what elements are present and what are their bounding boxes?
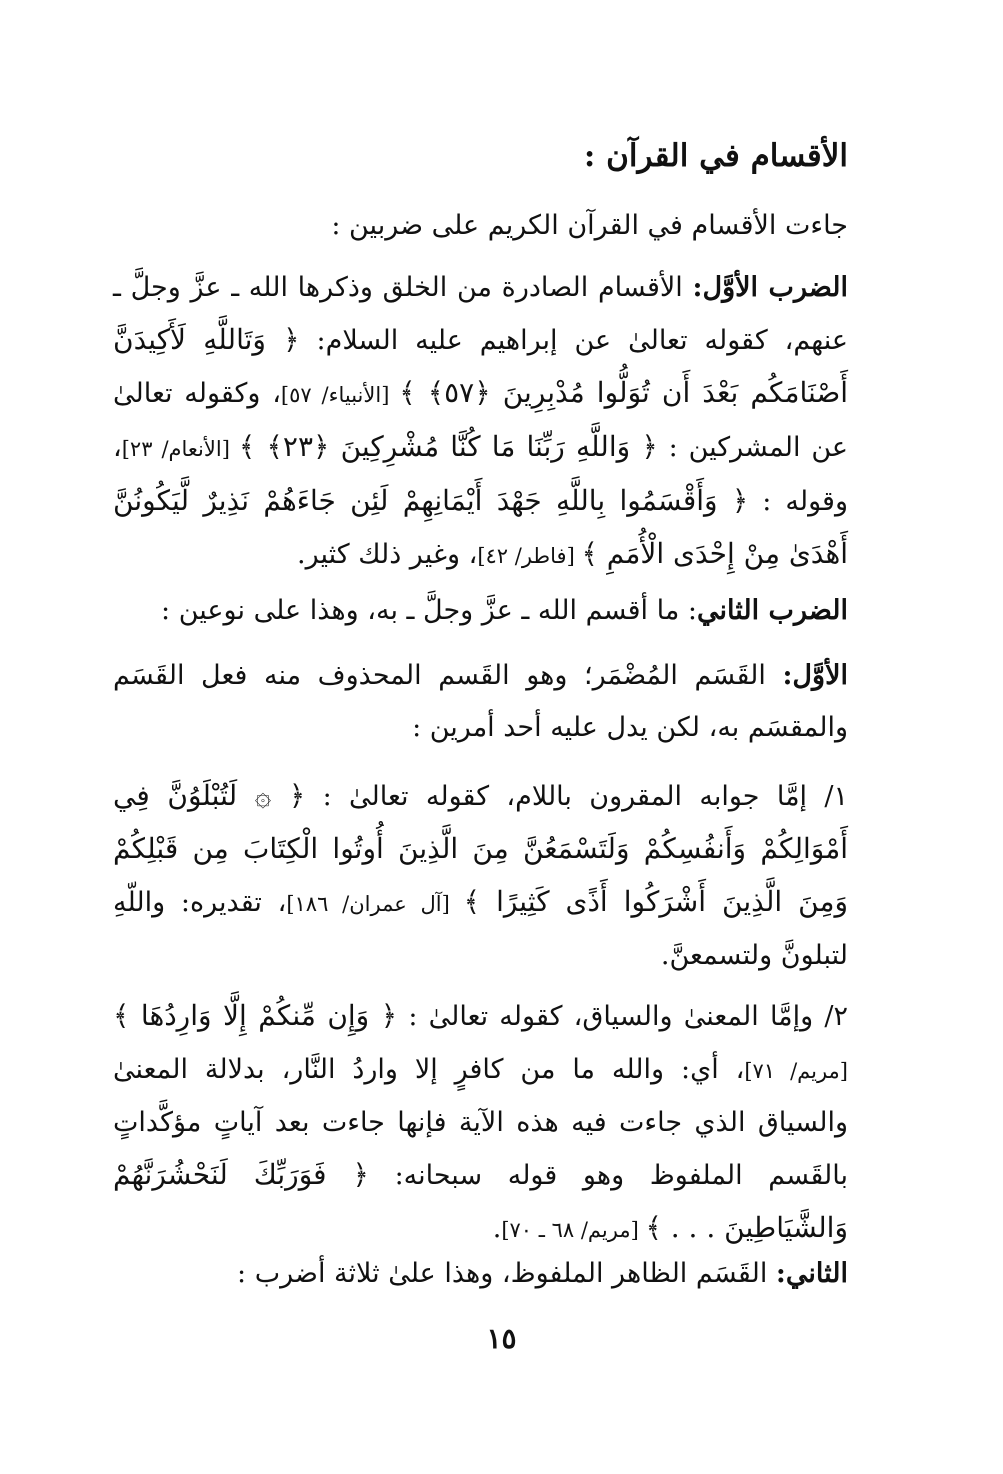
paragraph-text: ، وقوله :: [113, 432, 849, 517]
quran-verse: ﴿ فَوَرَبِّكَ لَنَحْشُرَنَّهُمْ وَالشَّيَاطِينَ . . . ﴾: [113, 1158, 848, 1244]
quran-verse: ﴿ ۞ لَتُبْلَوُنَّ فِي أَمْوَالِكُمْ وَأَنفُسِكُمْ وَلَتَسْمَعُنَّ مِنَ الَّذِينَ أُوتُوا الْكِتَابَ مِن قَبْلِكُمْ وَمِنَ الَّذِينَ أَشْرَكُوا أَذًى كَثِيرًا ﴾: [113, 779, 848, 918]
paragraph-text: ، تقديره: واللّهِ لتبلونَّ ولتسمعنَّ.: [113, 887, 848, 971]
paragraph-text: ، أي: والله ما من كافرٍ إلا واردُ النَّار، بدلالة المعنىٰ والسياق الذي جاءت فيه هذه الآية فإنها جاءت بعد آياتٍ مؤكَّداتٍ بالقَسم الملفوظ وهو قوله سبحانه:: [113, 1054, 848, 1191]
verse-reference: [الأنعام/ ٢٣]: [121, 437, 239, 461]
explicit-oath-label: الثاني:: [775, 1258, 848, 1289]
paragraph-text: ١/ إمَّا جوابه المقرون باللام، كقوله تعالىٰ :: [305, 781, 848, 812]
verse-reference: [فاطر/ ٤٢]: [477, 544, 582, 568]
verse-reference: [مريم/ ٦٨ ـ ٧٠]: [501, 1218, 646, 1242]
section-heading: الأقسام في القرآن :: [583, 138, 848, 174]
paragraph-first-type: [113, 262, 848, 582]
quran-verse: ﴿ وَأَقْسَمُوا بِاللَّهِ جَهْدَ أَيْمَانِهِمْ لَئِن جَاءَهُمْ نَذِيرٌ لَّيَكُونُنَّ أَهْدَىٰ مِنْ إِحْدَى الْأُمَمِ ﴾: [113, 484, 848, 570]
paragraph-item-2: [113, 990, 848, 1256]
paragraph-item-1: [113, 770, 848, 982]
quran-verse: ﴿ وَاللَّهِ رَبِّنَا مَا كُنَّا مُشْرِكِينَ ﴿٢٣﴾ ﴾: [238, 430, 658, 463]
intro-line: جاءت الأقسام في القرآن الكريم على ضربين :: [331, 210, 848, 241]
quran-verse: ﴿ وَتَاللَّهِ لَأَكِيدَنَّ أَصْنَامَكُم بَعْدَ أَن تُوَلُّوا مُدْبِرِينَ ﴿٥٧﴾ ﴾: [113, 323, 849, 409]
verse-reference: [مريم/ ٧١]: [744, 1059, 848, 1083]
paragraph-text: ٢/ وإمَّا المعنىٰ والسياق، كقوله تعالىٰ :: [397, 1001, 848, 1032]
implied-oath-label: الأوَّل:: [782, 660, 848, 691]
first-type-label: الضرب الأوَّل:: [692, 272, 848, 303]
page-number: ١٥: [486, 1322, 517, 1355]
paragraph-text: .: [492, 1213, 502, 1244]
second-type-label: الضرب الثاني: [697, 595, 848, 626]
paragraph-text: القَسَم المُضْمَر؛ وهو القَسم المحذوف منه فعل القَسَم والمقسَم به، لكن يدل عليه أحد أمرين :: [113, 660, 848, 743]
paragraph-implied-oath: [113, 650, 848, 754]
paragraph-second-type: [113, 585, 848, 637]
paragraph-explicit-oath: [237, 1248, 848, 1300]
paragraph-text: القَسَم الظاهر الملفوظ، وهذا علىٰ ثلاثة أضرب :: [237, 1258, 776, 1289]
paragraph-text: الأقسام الصادرة من الخلق وذكرها الله ـ عزَّ وجلَّ ـ عنهم، كقوله تعالىٰ عن إبراهيم عليه السلام:: [113, 272, 849, 356]
paragraph-text: ، وكقوله تعالىٰ عن المشركين :: [113, 378, 849, 463]
verse-reference: [آل عمران/ ١٨٦]: [286, 892, 464, 916]
paragraph-text: : ما أقسم الله ـ عزَّ وجلَّ ـ به، وهذا على نوعين :: [161, 595, 698, 626]
paragraph-text: ، وغير ذلك كثير.: [297, 539, 478, 570]
quran-verse: ﴿ وَإِن مِّنكُمْ إِلَّا وَارِدُهَا ﴾: [113, 999, 398, 1032]
verse-reference: [الأنبياء/ ٥٧]: [280, 383, 400, 407]
